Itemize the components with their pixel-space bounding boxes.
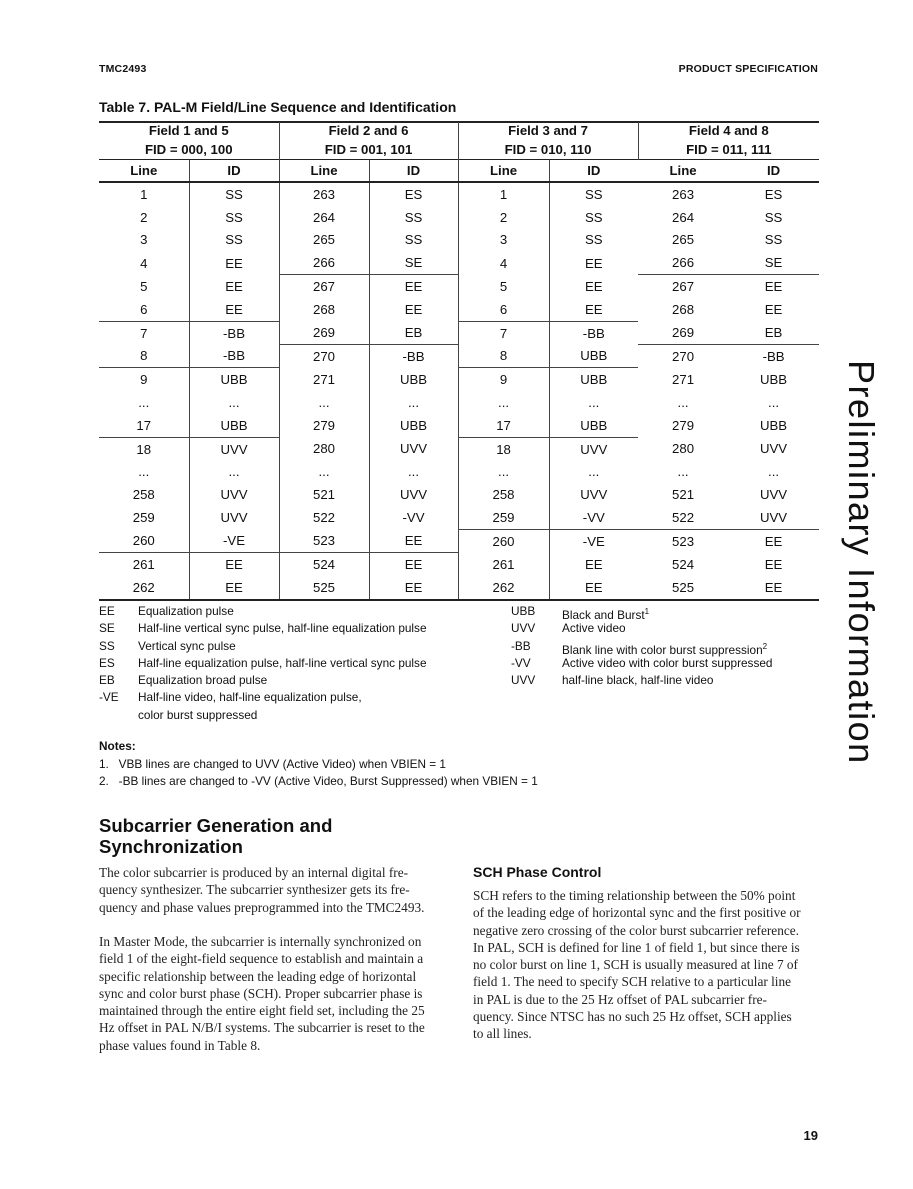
- paragraph-1: [99, 864, 449, 916]
- line-cell: 8: [140, 348, 148, 364]
- legend-item: [511, 638, 821, 655]
- id-cell: EE: [549, 251, 638, 274]
- id-cell: EE: [549, 275, 638, 298]
- legend-item: [511, 620, 821, 637]
- legend-desc: Vertical sync pulse: [138, 638, 236, 653]
- id-cell: SS: [549, 229, 638, 252]
- line-cell: 5: [140, 278, 148, 294]
- line-cell: 524: [279, 553, 369, 576]
- id-cell: UBB: [759, 418, 788, 434]
- legend-item: [511, 655, 821, 672]
- column-header: Line: [458, 160, 549, 183]
- id-cell: SS: [764, 232, 783, 248]
- column-header: Line: [279, 160, 369, 183]
- legend-desc: Active video: [562, 621, 626, 636]
- line-cell: 522: [279, 506, 369, 529]
- legend-right: [511, 603, 821, 689]
- line-cell: 262: [458, 576, 549, 600]
- text-line: field 1 of the eight-field sequence to establish and maintain a: [99, 951, 424, 967]
- id-cell: -VE: [189, 529, 279, 552]
- id-cell: EE: [189, 298, 279, 321]
- line-cell: 523: [638, 529, 728, 552]
- id-cell: ...: [369, 391, 458, 414]
- id-cell: EE: [549, 553, 638, 576]
- line-cell: 268: [279, 298, 369, 321]
- id-cell: SS: [369, 229, 458, 252]
- legend-code: UBB: [511, 604, 536, 618]
- table-row: [99, 391, 819, 414]
- note-item: 1. VBB lines are changed to UVV (Active Video) when VBIEN = 1: [99, 756, 446, 771]
- line-cell: 17: [136, 417, 152, 433]
- table-row: [99, 461, 819, 484]
- legend-item: [99, 672, 499, 689]
- id-cell: -BB: [728, 345, 819, 368]
- id-cell: ES: [764, 186, 783, 202]
- line-cell: 259: [132, 510, 155, 526]
- table-row: [99, 229, 819, 252]
- legend-code: EB: [99, 673, 115, 688]
- id-cell: EE: [369, 275, 458, 298]
- text-line: no color burst on line 1, SCH is usually measured at line 7 of: [473, 957, 798, 973]
- id-cell: ...: [768, 395, 780, 411]
- line-cell: 261: [99, 553, 189, 576]
- column-header-row: [99, 160, 819, 183]
- line-cell: 521: [279, 483, 369, 506]
- line-cell: ...: [677, 464, 689, 480]
- line-cell: 267: [279, 275, 369, 298]
- section-heading-line: Subcarrier Generation and: [99, 815, 333, 836]
- id-cell: UVV: [189, 506, 279, 529]
- column-header: ID: [549, 160, 638, 183]
- line-cell: ...: [279, 461, 369, 484]
- legend-code: UVV: [511, 673, 536, 688]
- line-cell: 261: [458, 553, 549, 576]
- line-cell: 3: [140, 232, 148, 248]
- id-cell: SS: [369, 206, 458, 229]
- id-cell: UVV: [189, 483, 279, 506]
- line-cell: ...: [138, 395, 150, 411]
- id-cell: UBB: [549, 414, 638, 437]
- text-line: phase values found in Table 8.: [99, 1037, 261, 1053]
- legend-item: [511, 603, 821, 620]
- legend-desc: Equalization broad pulse: [138, 673, 268, 688]
- id-cell: -VE: [549, 529, 638, 552]
- line-cell: 263: [279, 182, 369, 206]
- legend-code: ES: [99, 655, 115, 670]
- table-row: [99, 576, 819, 600]
- id-cell: EE: [728, 576, 819, 600]
- id-cell: EE: [549, 298, 638, 321]
- id-cell: EB: [764, 325, 783, 341]
- id-cell: ...: [768, 464, 780, 480]
- table-row: [99, 553, 819, 576]
- line-cell: 264: [672, 209, 695, 225]
- text-line: negative zero crossing of the color burst subcarrier reference.: [473, 922, 799, 938]
- table-row: [99, 321, 819, 344]
- id-cell: UBB: [549, 368, 638, 391]
- subsection-heading: SCH Phase Control: [473, 864, 602, 880]
- table-row: [99, 206, 819, 229]
- legend-item: [99, 689, 499, 706]
- line-cell: 260: [132, 533, 155, 549]
- id-cell: EE: [764, 556, 783, 572]
- text-line: quency. Since NTSC has no such 25 Hz offset, SCH applies: [473, 1009, 792, 1025]
- section-heading-line: Synchronization: [99, 835, 243, 857]
- line-cell: 18: [458, 437, 549, 460]
- table-row: [99, 483, 819, 506]
- id-cell: EE: [369, 576, 458, 600]
- id-cell: EE: [369, 298, 458, 321]
- line-cell: 1: [458, 182, 549, 206]
- table-title: Table 7. PAL-M Field/Line Sequence and Identification: [99, 99, 457, 115]
- text-line: The color subcarrier is produced by an internal digital fre-: [99, 865, 409, 880]
- line-cell: 9: [99, 368, 189, 391]
- id-cell: EE: [189, 251, 279, 274]
- legend-desc-text: Blank line with color burst suppression: [562, 642, 763, 657]
- id-cell: EE: [549, 576, 638, 600]
- line-cell: 260: [458, 529, 549, 552]
- table-row: [99, 182, 819, 206]
- legend-code: SE: [99, 621, 115, 636]
- id-cell: UBB: [189, 368, 279, 391]
- id-cell: EE: [369, 529, 458, 552]
- column-header: ID: [369, 160, 458, 183]
- text-line: field 1. The need to specify SCH relative to a particular line: [473, 974, 792, 990]
- table-row: [99, 298, 819, 321]
- line-cell: 524: [672, 556, 695, 572]
- legend-desc: Half-line vertical sync pulse, half-line equalization pulse: [138, 621, 427, 636]
- line-cell: ...: [138, 464, 150, 480]
- line-cell: 7: [99, 321, 189, 344]
- line-cell: 9: [458, 368, 549, 391]
- id-cell: ...: [549, 391, 638, 414]
- line-cell: ...: [458, 391, 549, 414]
- legend-desc-text: Black and Burst: [562, 607, 645, 622]
- column-header: ID: [189, 160, 279, 183]
- line-cell: 269: [672, 325, 695, 341]
- legend-desc: Half-line equalization pulse, half-line vertical sync pulse: [138, 655, 427, 670]
- page-number: 19: [803, 1128, 818, 1143]
- line-cell: 4: [140, 255, 148, 271]
- legend-code: EE: [99, 604, 115, 618]
- id-cell: EB: [369, 321, 458, 344]
- id-cell: EE: [189, 576, 279, 600]
- line-cell: 280: [279, 437, 369, 460]
- text-line: in PAL is due to the 25 Hz offset of PAL subcarrier fre-: [473, 991, 767, 1007]
- line-cell: 523: [279, 529, 369, 552]
- line-cell: ...: [279, 391, 369, 414]
- id-cell: -BB: [369, 345, 458, 368]
- line-cell: 2: [458, 206, 549, 229]
- text-line: maintained through the entire eight field set, including the 25: [99, 1003, 425, 1019]
- line-cell: 271: [672, 372, 695, 388]
- group-header: Field 4 and 8: [638, 122, 819, 141]
- paragraph-2: [99, 933, 449, 1054]
- sidebar-watermark: [830, 360, 890, 800]
- id-cell: UVV: [189, 437, 279, 460]
- line-cell: 263: [672, 186, 695, 202]
- column-header: Line: [638, 160, 728, 183]
- legend-item: [99, 638, 499, 655]
- id-cell: UBB: [369, 414, 458, 437]
- text-line: quency and phase values preprogrammed into the TMC2493.: [99, 899, 425, 915]
- id-cell: UVV: [759, 510, 788, 526]
- line-cell: 265: [672, 232, 695, 248]
- legend-desc: half-line black, half-line video: [562, 673, 714, 688]
- text-line: to all lines.: [473, 1026, 532, 1042]
- legend-item: [99, 603, 499, 620]
- line-cell: 258: [458, 483, 549, 506]
- text-line: Hz offset in PAL N/B/I systems. The subcarrier is reset to the: [99, 1020, 425, 1036]
- table-row: [99, 437, 819, 460]
- text-line: specific relationship between the leading edge of horizontal: [99, 968, 417, 984]
- text-line: sync and color burst phase (SCH). Proper subcarrier phase is: [99, 985, 423, 1001]
- line-cell: 280: [672, 441, 695, 457]
- legend-code: SS: [99, 638, 115, 653]
- line-cell: 270: [279, 345, 369, 368]
- id-cell: ...: [369, 461, 458, 484]
- legend-desc: Half-line video, half-line equalization pulse,: [138, 690, 362, 705]
- section-heading: [99, 816, 332, 857]
- legend-left: [99, 603, 499, 724]
- id-cell: SE: [369, 251, 458, 274]
- table-row: [99, 529, 819, 552]
- id-cell: EE: [189, 553, 279, 576]
- line-cell: 5: [458, 275, 549, 298]
- id-cell: EE: [369, 553, 458, 576]
- text-line: of the leading edge of horizontal sync and the first positive or: [473, 905, 801, 921]
- legend-item: [511, 672, 821, 689]
- line-cell: 259: [458, 506, 549, 529]
- id-cell: -BB: [549, 321, 638, 344]
- fid-header: FID = 000, 100: [144, 141, 233, 157]
- line-cell: 6: [458, 298, 549, 321]
- legend-desc-cont: color burst suppressed: [138, 707, 258, 722]
- line-cell: 521: [672, 487, 695, 503]
- id-cell: UVV: [759, 441, 788, 457]
- line-cell: 264: [279, 206, 369, 229]
- line-cell: ...: [677, 395, 689, 411]
- line-cell: 271: [279, 368, 369, 391]
- line-cell: 258: [132, 487, 155, 503]
- text-line: quency synthesizer. The subcarrier synthesizer gets its fre-: [99, 882, 410, 898]
- line-cell: 266: [279, 251, 369, 274]
- line-cell: 7: [458, 321, 549, 344]
- legend-item: [99, 620, 499, 637]
- column-header: Line: [99, 160, 189, 183]
- id-cell: SS: [549, 182, 638, 206]
- line-cell: 279: [279, 414, 369, 437]
- line-cell: 268: [672, 302, 695, 318]
- id-cell: SS: [549, 206, 638, 229]
- id-cell: SS: [189, 182, 279, 206]
- doc-id: TMC2493: [99, 63, 147, 75]
- id-cell: UBB: [759, 372, 788, 388]
- legend-code: -BB: [511, 638, 531, 653]
- id-cell: UBB: [189, 414, 279, 437]
- id-cell: -VV: [549, 506, 638, 529]
- line-cell: 522: [672, 510, 695, 526]
- text-line: In PAL, SCH is defined for line 1 of field 1, but since there is: [473, 939, 800, 955]
- id-cell: UBB: [369, 368, 458, 391]
- id-cell: SS: [189, 206, 279, 229]
- table-row: [99, 368, 819, 391]
- table-row: [99, 506, 819, 529]
- legend-code: UVV: [511, 621, 536, 636]
- id-cell: UVV: [759, 487, 788, 503]
- notes-title: Notes:: [99, 739, 136, 753]
- notes: [99, 738, 538, 791]
- id-cell: EE: [728, 529, 819, 552]
- fid-header: FID = 001, 101: [279, 141, 458, 160]
- legend-desc: Equalization pulse: [138, 604, 234, 618]
- line-cell: 4: [458, 251, 549, 274]
- line-cell: 1: [140, 186, 148, 202]
- text-line: SCH refers to the timing relationship between the 50% point: [473, 888, 796, 903]
- id-cell: ...: [189, 461, 279, 484]
- line-cell: 262: [99, 576, 189, 600]
- fid-header: FID = 011, 111: [638, 141, 819, 160]
- id-cell: UVV: [549, 483, 638, 506]
- legend-item: [99, 655, 499, 672]
- group-header: Field 2 and 6: [279, 122, 458, 141]
- doc-type: PRODUCT SPECIFICATION: [678, 63, 818, 75]
- line-cell: 525: [638, 576, 728, 600]
- legend-desc: Active video with color burst suppressed: [562, 655, 773, 670]
- id-cell: UVV: [549, 437, 638, 460]
- id-cell: UVV: [369, 483, 458, 506]
- fid-header: FID = 010, 110: [458, 141, 638, 160]
- id-cell: ...: [549, 461, 638, 484]
- id-cell: UBB: [549, 345, 638, 368]
- id-cell: -VV: [369, 506, 458, 529]
- legend-code: -VV: [511, 655, 531, 670]
- table-row: [99, 345, 819, 368]
- id-cell: SS: [764, 209, 783, 225]
- line-cell: 265: [279, 229, 369, 252]
- line-cell: 8: [458, 345, 549, 368]
- id-cell: -BB: [189, 345, 279, 368]
- id-cell: -BB: [189, 321, 279, 344]
- id-cell: SE: [764, 255, 783, 271]
- group-header: Field 3 and 7: [458, 122, 638, 141]
- id-cell: EE: [189, 275, 279, 298]
- id-cell: EE: [764, 302, 783, 318]
- footnote-marker: 1: [644, 607, 650, 616]
- group-header-row: [99, 122, 819, 141]
- line-cell: 267: [638, 275, 728, 298]
- legend-item: [99, 707, 499, 724]
- line-cell: 2: [140, 209, 148, 225]
- line-cell: 279: [672, 418, 695, 434]
- sch-paragraph: [473, 887, 823, 1043]
- id-cell: ES: [369, 182, 458, 206]
- line-cell: 18: [99, 437, 189, 460]
- column-header: ID: [728, 160, 819, 183]
- id-cell: SS: [189, 229, 279, 252]
- line-cell: 6: [140, 301, 148, 317]
- table-row: [99, 251, 819, 274]
- legend-code: -VE: [99, 690, 119, 705]
- line-cell: 3: [458, 229, 549, 252]
- id-cell: ...: [189, 391, 279, 414]
- group-header: Field 1 and 5: [148, 123, 229, 138]
- line-cell: 269: [279, 321, 369, 344]
- line-cell: ...: [458, 461, 549, 484]
- note-item: 2. -BB lines are changed to -VV (Active Video, Burst Suppressed) when VBIEN = 1: [99, 774, 538, 788]
- footnote-marker: 2: [762, 641, 768, 651]
- id-cell: EE: [728, 275, 819, 298]
- line-cell: 17: [458, 414, 549, 437]
- table-row: [99, 414, 819, 437]
- line-cell: 266: [672, 255, 695, 271]
- line-cell: 270: [638, 345, 728, 368]
- fid-header-row: [99, 141, 819, 160]
- field-line-table: [99, 122, 819, 601]
- line-cell: 525: [279, 576, 369, 600]
- id-cell: UVV: [369, 437, 458, 460]
- text-line: In Master Mode, the subcarrier is internally synchronized on: [99, 934, 422, 949]
- sidebar-text: Preliminary Information: [841, 360, 882, 765]
- table-row: [99, 275, 819, 298]
